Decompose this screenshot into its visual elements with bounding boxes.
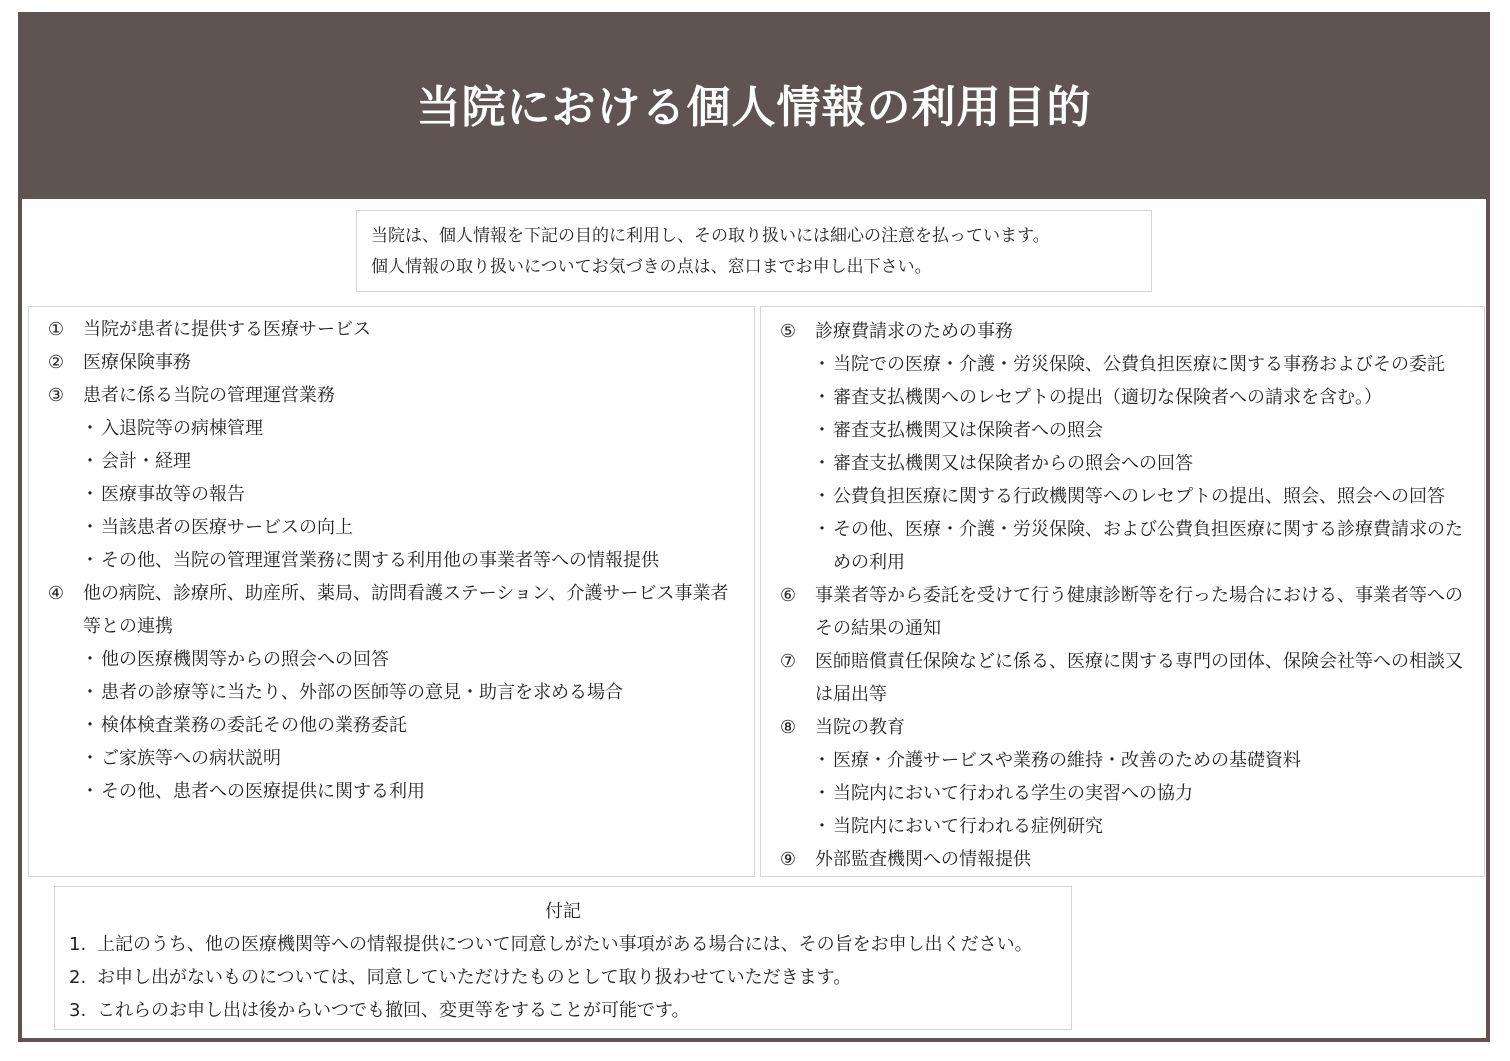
header-banner [22,16,1486,199]
purpose-subitem [761,810,1484,843]
purpose-number: ④ [47,583,65,604]
purpose-subitem-text: その他、患者への医療提供に関する利用 [101,781,425,802]
purpose-subitem-text: 当院内において行われる学生の実習への協力 [833,783,1193,804]
purpose-subitem [29,709,754,742]
purpose-subitem-text: 公費負担医療に関する行政機関等へのレセプトの提出、照会、照会への回答 [833,486,1445,507]
purpose-text: 患者に係る当院の管理運営業務 [83,385,335,406]
bullet-icon: ・ [81,748,99,769]
notes-title: 付記 [545,901,581,922]
purpose-subitem-text: 審査支払機関又は保険者への照会 [833,420,1103,441]
purpose-text: 当院が患者に提供する医療サービス [83,319,371,340]
purpose-subitem-text: 入退院等の病棟管理 [101,418,263,439]
purpose-subitem-text: 医療・介護サービスや業務の維持・改善のための基礎資料 [833,750,1301,771]
bullet-icon: ・ [81,649,99,670]
note-number: 1. [69,934,87,955]
intro-box [356,210,1152,292]
purpose-item [761,843,1484,876]
purposes-left-column [28,306,755,877]
note-item [69,994,1057,1027]
note-text: お申し出がないものについては、同意していただけたものとして取り扱わせていただきます。 [97,967,852,988]
purpose-number: ⑨ [779,849,797,870]
purpose-text: 外部監査機関への情報提供 [815,849,1031,870]
purpose-text: 事業者等から委託を受けて行う健康診断等を行った場合における、事業者等へのその結果の通知 [815,585,1463,639]
purpose-subitem [29,412,754,445]
purpose-item [761,645,1484,711]
notice-frame [18,12,1490,1042]
purpose-item [761,711,1484,744]
bullet-icon: ・ [81,550,99,571]
purpose-number: ⑧ [779,717,797,738]
bullet-icon: ・ [813,354,831,375]
purpose-subitem-text: 当院での医療・介護・労災保険、公費負担医療に関する事務およびその委託 [833,354,1445,375]
purpose-subitem [29,676,754,709]
purpose-subitem-text: その他、医療・介護・労災保険、および公費負担医療に関する診療費請求のための利用 [833,519,1463,573]
note-item [69,928,1057,961]
purpose-item [761,579,1484,645]
bullet-icon: ・ [81,781,99,802]
purpose-subitem-text: 会計・経理 [101,451,191,472]
purpose-number: ③ [47,385,65,406]
purpose-number: ⑥ [779,585,797,606]
purpose-subitem [29,511,754,544]
purpose-text: 医師賠償責任保険などに係る、医療に関する専門の団体、保険会社等への相談又は届出等 [815,651,1463,705]
bullet-icon: ・ [813,783,831,804]
purpose-subitem-text: 検体検査業務の委託その他の業務委託 [101,715,407,736]
notes-box [54,886,1072,1030]
purpose-number: ⑦ [779,651,797,672]
bullet-icon: ・ [813,519,831,540]
purpose-number: ① [47,319,65,340]
note-number: 2. [69,967,87,988]
bullet-icon: ・ [813,750,831,771]
bullet-icon: ・ [81,418,99,439]
purpose-item [29,313,754,346]
purpose-number: ⑤ [779,321,797,342]
purpose-subitem-text: ご家族等への病状説明 [101,748,281,769]
purposes-right-column [760,306,1485,877]
bullet-icon: ・ [813,453,831,474]
purpose-subitem-text: 当該患者の医療サービスの向上 [101,517,353,538]
bullet-icon: ・ [813,486,831,507]
purpose-subitem-text: その他、当院の管理運営業務に関する利用他の事業者等への情報提供 [101,550,659,571]
bullet-icon: ・ [81,715,99,736]
purpose-subitem [29,643,754,676]
purpose-text: 他の病院、診療所、助産所、薬局、訪問看護ステーション、介護サービス事業者等との連携 [83,583,729,637]
purpose-item [29,577,754,643]
purpose-subitem [761,480,1484,513]
purpose-subitem [761,447,1484,480]
purpose-subitem [29,478,754,511]
purpose-number: ② [47,352,65,373]
purpose-item [29,379,754,412]
purpose-subitem-text: 患者の診療等に当たり、外部の医師等の意見・助言を求める場合 [101,682,623,703]
purpose-text: 医療保険事務 [83,352,191,373]
note-number: 3. [69,1000,87,1021]
purpose-subitem-text: 当院内において行われる症例研究 [833,816,1103,837]
purpose-subitem [761,348,1484,381]
purpose-subitem [761,381,1484,414]
bullet-icon: ・ [81,682,99,703]
purpose-subitem-text: 他の医療機関等からの照会への回答 [101,649,389,670]
note-text: 上記のうち、他の医療機関等への情報提供について同意しがたい事項がある場合には、その旨をお申し出ください。 [97,934,1033,955]
purpose-subitem [29,445,754,478]
purpose-text: 当院の教育 [815,717,905,738]
purpose-subitem-text: 審査支払機関へのレセプトの提出（適切な保険者への請求を含む。） [833,387,1382,408]
note-item [69,961,1057,994]
purpose-item [29,346,754,379]
bullet-icon: ・ [81,484,99,505]
page-title: 当院における個人情報の利用目的 [416,82,1092,133]
bullet-icon: ・ [813,387,831,408]
purpose-text: 診療費請求のための事務 [815,321,1013,342]
purpose-subitem [29,544,754,577]
intro-line: 当院は、個人情報を下記の目的に利用し、その取り扱いには細心の注意を払っています。 [371,226,1050,246]
bullet-icon: ・ [81,517,99,538]
purpose-subitem [761,744,1484,777]
bullet-icon: ・ [81,451,99,472]
bullet-icon: ・ [813,420,831,441]
purpose-subitem-text: 医療事故等の報告 [101,484,245,505]
intro-line: 個人情報の取り扱いについてお気づきの点は、窓口までお申し出下さい。 [371,257,932,277]
bullet-icon: ・ [813,816,831,837]
purpose-item [761,315,1484,348]
purpose-subitem [29,775,754,808]
purpose-subitem [761,513,1484,579]
purpose-subitem [761,414,1484,447]
purpose-subitem [29,742,754,775]
purpose-subitem-text: 審査支払機関又は保険者からの照会への回答 [833,453,1193,474]
purpose-subitem [761,777,1484,810]
note-text: これらのお申し出は後からいつでも撤回、変更等をすることが可能です。 [97,1000,690,1021]
